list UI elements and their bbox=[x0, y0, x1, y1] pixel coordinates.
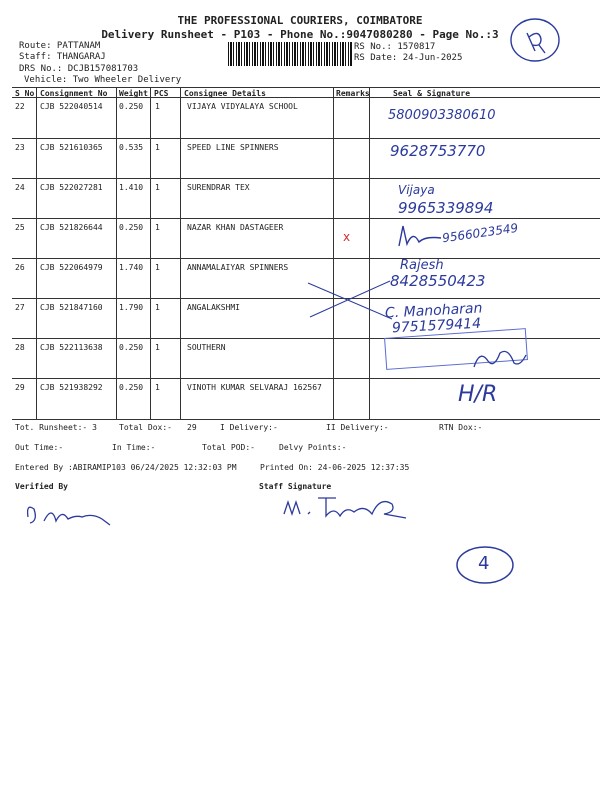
signature-scribble-icon bbox=[470, 345, 530, 371]
rtn-dox-label: RTN Dox:- bbox=[439, 423, 483, 432]
staff-signature-icon bbox=[280, 488, 415, 523]
col-consignee: Consignee Details bbox=[184, 89, 266, 98]
row-weight: 1.790 bbox=[119, 303, 144, 312]
remarks-mark: x bbox=[343, 230, 351, 244]
row-consignee: SPEED LINE SPINNERS bbox=[187, 143, 279, 152]
route-label: Route: PATTANAM bbox=[19, 41, 101, 51]
handwritten-signature: 9566023549 bbox=[441, 220, 519, 246]
i-delivery-label: I Delivery:- bbox=[220, 423, 278, 432]
page-number-circle-icon bbox=[505, 15, 565, 65]
handwritten-signature: 9965339894 bbox=[398, 199, 494, 217]
sheet-title: Delivery Runsheet - P103 - Phone No.:9047080280 - Page No.:3 bbox=[101, 28, 499, 41]
handwritten-signature: 5800903380610 bbox=[388, 108, 496, 123]
row-sno: 25 bbox=[15, 223, 25, 232]
row-consignment: CJB 521826644 bbox=[40, 223, 103, 232]
row-pcs: 1 bbox=[155, 223, 160, 232]
row-sno: 24 bbox=[15, 183, 25, 192]
col-weight: Weight bbox=[119, 89, 148, 98]
row-consignment: CJB 522027281 bbox=[40, 183, 103, 192]
row-weight: 0.250 bbox=[119, 383, 144, 392]
company-name: THE PROFESSIONAL COURIERS, COIMBATORE bbox=[177, 14, 423, 27]
row-pcs: 1 bbox=[155, 343, 160, 352]
barcode bbox=[228, 42, 352, 66]
circled-number: 4 bbox=[478, 553, 490, 574]
row-weight: 0.535 bbox=[119, 143, 144, 152]
row-consignment: CJB 522064979 bbox=[40, 263, 103, 272]
in-time-label: In Time:- bbox=[112, 443, 156, 452]
row-consignee: VIJAYA VIDYALAYA SCHOOL bbox=[187, 102, 298, 111]
row-sno: 23 bbox=[15, 143, 25, 152]
staff-label: Staff: THANGARAJ bbox=[19, 52, 106, 62]
row-sno: 28 bbox=[15, 343, 25, 352]
handwritten-name: C. Manoharan bbox=[384, 300, 483, 322]
row-consignment: CJB 521847160 bbox=[40, 303, 103, 312]
verified-by-label: Verified By bbox=[15, 482, 68, 491]
row-sno: 26 bbox=[15, 263, 25, 272]
verifier-signature-icon bbox=[22, 495, 117, 530]
row-consignment: CJB 521610365 bbox=[40, 143, 103, 152]
col-sno: S No bbox=[15, 89, 35, 98]
entered-by: Entered By :ABIRAMIP103 06/24/2025 12:32:03 PM bbox=[15, 463, 237, 472]
delvy-points-label: Delvy Points:- bbox=[279, 443, 347, 452]
col-consignment: Consignment No bbox=[40, 89, 108, 98]
row-consignee: VINOTH KUMAR SELVARAJ 162567 bbox=[187, 383, 322, 392]
row-pcs: 1 bbox=[155, 102, 160, 111]
row-weight: 0.250 bbox=[119, 343, 144, 352]
vehicle-label: Vehicle: Two Wheeler Delivery bbox=[24, 75, 182, 85]
cross-out-lines-icon bbox=[300, 275, 400, 325]
row-sno: 29 bbox=[15, 383, 25, 392]
handwritten-signature: 9628753770 bbox=[390, 142, 486, 160]
row-consignee: SURENDRAR TEX bbox=[187, 183, 250, 192]
handwritten-name: Rajesh bbox=[400, 258, 444, 273]
handwritten-signature: H/R bbox=[458, 382, 498, 407]
row-weight: 0.250 bbox=[119, 223, 144, 232]
out-time-label: Out Time:- bbox=[15, 443, 64, 452]
total-dox-value: 29 bbox=[187, 423, 197, 432]
row-pcs: 1 bbox=[155, 263, 160, 272]
row-consignment: CJB 522040514 bbox=[40, 102, 103, 111]
row-consignee: ANNAMALAIYAR SPINNERS bbox=[187, 263, 289, 272]
row-consignee: NAZAR KHAN DASTAGEER bbox=[187, 223, 284, 232]
row-sno: 22 bbox=[15, 102, 25, 111]
ii-delivery-label: II Delivery:- bbox=[326, 423, 389, 432]
row-pcs: 1 bbox=[155, 303, 160, 312]
row-consignment: CJB 521938292 bbox=[40, 383, 103, 392]
row-consignee: SOUTHERN bbox=[187, 343, 226, 352]
col-seal-signature: Seal & Signature bbox=[393, 89, 471, 98]
handwritten-signature: 8428550423 bbox=[390, 272, 486, 290]
col-pcs: PCS bbox=[154, 89, 169, 98]
col-remarks: Remarks bbox=[336, 89, 370, 98]
drs-number: DRS No.: DCJB157081703 bbox=[19, 64, 139, 74]
handwritten-signature: 9751579414 bbox=[391, 315, 482, 337]
row-consignment: CJB 522113638 bbox=[40, 343, 103, 352]
row-consignee: ANGALAKSHMI bbox=[187, 303, 240, 312]
row-weight: 0.250 bbox=[119, 102, 144, 111]
handwritten-name: Vijaya bbox=[398, 183, 435, 197]
tot-runsheet: Tot. Runsheet:- 3 bbox=[15, 423, 97, 432]
row-pcs: 1 bbox=[155, 143, 160, 152]
row-pcs: 1 bbox=[155, 383, 160, 392]
total-pod-label: Total POD:- bbox=[202, 443, 255, 452]
row-weight: 1.740 bbox=[119, 263, 144, 272]
row-pcs: 1 bbox=[155, 183, 160, 192]
signature-scribble-icon bbox=[395, 222, 445, 252]
row-sno: 27 bbox=[15, 303, 25, 312]
rs-number: RS No.: 1570817 bbox=[354, 42, 436, 52]
rs-date: RS Date: 24-Jun-2025 bbox=[354, 53, 463, 63]
row-weight: 1.410 bbox=[119, 183, 144, 192]
printed-on: Printed On: 24-06-2025 12:37:35 bbox=[260, 463, 410, 472]
total-dox-label: Total Dox:- bbox=[119, 423, 172, 432]
staff-signature-label: Staff Signature bbox=[259, 482, 332, 491]
